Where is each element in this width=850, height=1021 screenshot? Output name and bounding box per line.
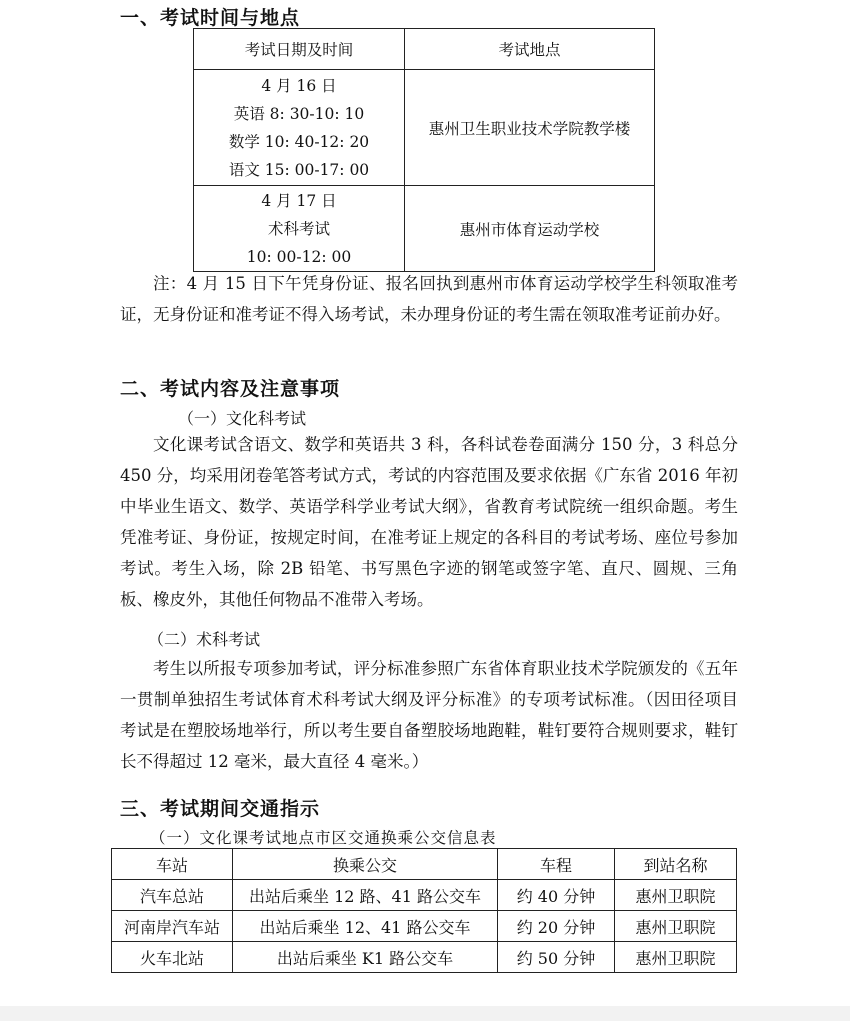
table-header-cell: 到站名称 [615,849,737,880]
date-line: 4 月 17 日 [261,191,337,210]
table-header-row [112,849,737,880]
bus-table-caption: （一）文化课考试地点市区交通换乘公交信息表 [150,829,497,847]
exam-schedule-table [193,28,655,272]
subject-time-line: 数学 10: 40-12: 20 [228,132,370,151]
table-header-cell: 车程 [498,849,615,880]
date-time-cell [194,186,405,272]
table-cell: 约 50 分钟 [498,942,615,973]
table-cell: 出站后乘坐 12、41 路公交车 [233,911,498,942]
table-cell: 惠州卫职院 [615,911,737,942]
location-cell: 惠州卫生职业技术学院教学楼 [405,70,655,186]
location-cell: 惠州市体育运动学校 [405,186,655,272]
table-cell: 出站后乘坐 K1 路公交车 [233,942,498,973]
section-3-title: 三、考试期间交通指示 [120,798,321,820]
subsection-culture-exam: （一）文化科考试 [178,409,307,428]
subsection-sports-exam: （二）术科考试 [148,630,261,649]
table-header-cell: 考试地点 [405,29,655,70]
table-cell: 惠州卫职院 [615,942,737,973]
table-cell: 火车北站 [112,942,233,973]
date-time-cell [194,70,405,186]
table-header-cell: 车站 [112,849,233,880]
table-header-cell: 考试日期及时间 [194,29,405,70]
date-line: 4 月 16 日 [261,76,337,95]
note-paragraph: 注：4 月 15 日下午凭身份证、报名回执到惠州市体育运动学校学生科领取准考证，无身份证和准考证不得入场考试，未办理身份证的考生需在领取准考证前办好。 [120,274,738,324]
table-row [112,942,737,973]
subject-time-line: 语文 15: 00-17: 00 [228,160,370,179]
bus-transfer-table [111,848,737,973]
table-row [112,880,737,911]
table-row [112,911,737,942]
section-2-title: 二、考试内容及注意事项 [120,378,341,400]
subject-time-line: 英语 8: 30-10: 10 [233,104,365,123]
table-cell: 约 20 分钟 [498,911,615,942]
page-bottom-edge [0,1006,850,1021]
table-cell: 出站后乘坐 12 路、41 路公交车 [233,880,498,911]
table-cell: 惠州卫职院 [615,880,737,911]
culture-exam-paragraph: 文化课考试含语文、数学和英语共 3 科，各科试卷卷面满分 150 分，3 科总分 450 分，均采用闭卷笔答考试方式，考试的内容范围及要求依据《广东省 2016 年初中毕业生语文、数学、英语学科学业考试大纲》，省教育考试院统一组织命题。考生凭准考证、身份证，按规定时间，在准考证上规定的各科目的考试考场、座位号参加考试。考生入场，除 2B 铅笔、书写黑色字迹的钢笔或签字笔、直尺、圆规、三角板、橡皮外，其他任何物品不准带入考场。 [120,435,738,609]
table-header-cell: 换乘公交 [233,849,498,880]
time-line: 10: 00-12: 00 [246,247,352,266]
sports-exam-paragraph: 考生以所报专项参加考试，评分标准参照广东省体育职业技术学院颁发的《五年一贯制单独招生考试体育术科考试大纲及评分标准》的专项考试标准。（因田径项目考试是在塑胶场地举行，所以考生要自备塑胶场地跑鞋，鞋钉要符合规则要求，鞋钉长不得超过 12 毫米，最大直径 4 毫米。） [120,659,738,771]
section-1-title: 一、考试时间与地点 [120,7,301,29]
table-cell: 汽车总站 [112,880,233,911]
table-cell: 约 40 分钟 [498,880,615,911]
exam-type-line: 术科考试 [267,219,330,238]
table-header-row [194,29,655,70]
table-row [194,186,655,272]
table-cell: 河南岸汽车站 [112,911,233,942]
table-row [194,70,655,186]
